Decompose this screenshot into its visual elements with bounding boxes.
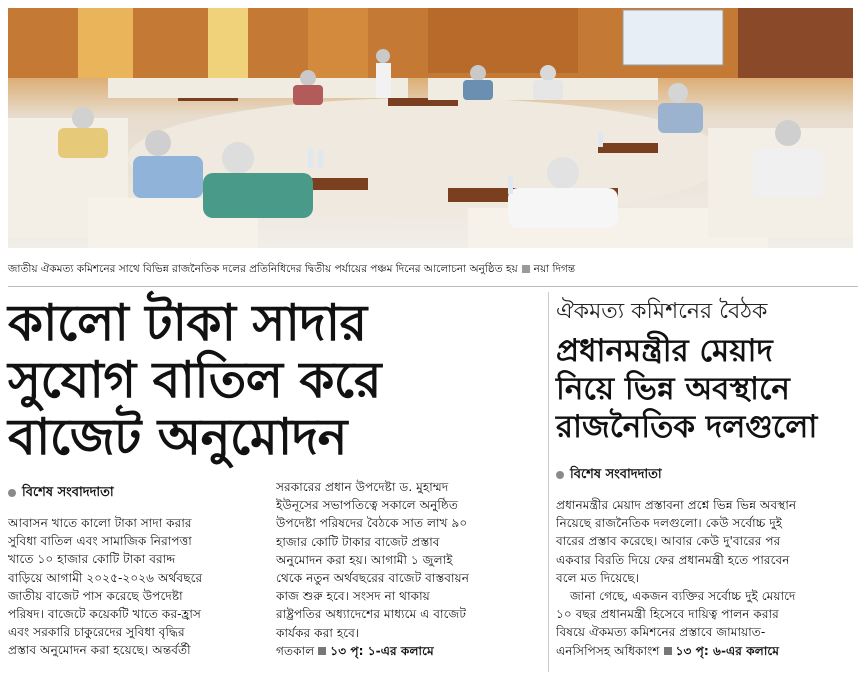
body-line: বাড়িয়ে আগামী ২০২৫-২০২৬ অর্থবছরে <box>8 570 203 585</box>
right-headline-line: রাজনৈতিক দলগুলো <box>556 409 818 445</box>
body-line: হাজার কোটি টাকার বাজেট প্রস্তাব <box>276 534 440 549</box>
photo-caption <box>8 262 858 276</box>
body-text: এনসিপিসহ অধিকাংশ <box>556 643 660 658</box>
body-text: গতকাল <box>276 643 315 658</box>
left-article-col1 <box>8 514 266 660</box>
right-headline <box>556 332 861 446</box>
continuation-note <box>660 644 779 658</box>
left-byline <box>8 484 114 502</box>
caption-square-icon <box>522 265 530 273</box>
body-line: কার্যকর করা হবে। <box>276 625 360 640</box>
body-line: অনুমোদন করা হয়। আগামী ১ জুলাই <box>276 552 453 567</box>
left-headline-line: বাজেট অনুমোদন <box>8 408 347 466</box>
right-kicker: ঐকমত্য কমিশনের বৈঠক <box>556 299 768 324</box>
right-byline <box>556 466 662 484</box>
body-line: খাতে ১০ হাজার কোটি টাকা বরাদ্দ <box>8 552 176 567</box>
continuation-square-icon <box>318 647 326 655</box>
body-line: একবার বিরতি দিয়ে ফের প্রধানমন্ত্রী হতে পারবেন <box>556 552 790 567</box>
byline-dot-icon <box>8 489 16 497</box>
continuation-text[interactable]: ১৩ পৃ: ৬-এর কলামে <box>675 643 780 658</box>
left-headline <box>8 295 548 466</box>
left-headline-line: কালো টাকা সাদার <box>8 294 367 352</box>
body-line: বলে মত দিয়েছে। <box>556 570 640 585</box>
right-headline-line: প্রধানমন্ত্রীর মেয়াদ <box>556 333 773 369</box>
body-line: জাতীয় বাজেট পাস করেছে উপদেষ্টা <box>8 588 183 603</box>
body-line: ১০ বছর প্রধানমন্ত্রী হিসেবে দায়িত্ব পালন করার <box>556 607 779 622</box>
left-byline-text: বিশেষ সংবাদদাতা <box>22 485 114 500</box>
body-line: নিয়েছে রাজনৈতিক দলগুলো। কেউ সর্বোচ্চ দুই <box>556 516 783 531</box>
continuation-note <box>314 644 433 658</box>
right-article-body <box>556 496 860 660</box>
right-headline-line: নিয়ে ভিন্ন অবস্থানে <box>556 371 790 407</box>
body-line: উপদেষ্টা পরিষদের বৈঠকে সাত লাখ ৯০ <box>276 516 468 531</box>
body-line: সুবিধা বাতিল এবং সামাজিক নিরাপত্তা <box>8 534 192 549</box>
meeting-photo <box>8 8 853 248</box>
body-line: প্রধানমন্ত্রীর মেয়াদ প্রস্তাবনা প্রশ্নে ভিন্ন ভিন্ন অবস্থান <box>556 498 797 512</box>
continuation-square-icon <box>664 647 672 655</box>
meeting-photo-illustration <box>8 8 853 248</box>
body-line: ইউনূসের সভাপতিত্বে সকালে অনুষ্ঠিত <box>276 498 459 513</box>
body-line: জানা গেছে, একজন ব্যক্তির সর্বোচ্চ দুই মেয়াদে <box>570 589 796 604</box>
body-line-last <box>556 642 860 660</box>
body-line: আবাসন খাতে কালো টাকা সাদা করার <box>8 516 192 530</box>
byline-dot-icon <box>556 471 564 479</box>
body-line: থেকে নতুন অর্থবছরের বাজেট বাস্তবায়ন <box>276 571 469 586</box>
body-line: রাষ্ট্রপতির অধ্যাদেশের মাধ্যমে এ বাজেট <box>276 607 467 622</box>
body-line-last <box>276 642 542 660</box>
left-headline-line: সুযোগ বাতিল করে <box>8 351 381 409</box>
body-line: পরিষদ। বাজেটে কয়েকটি খাতে কর-হ্রাস <box>8 607 201 622</box>
body-line: এবং সরকারি চাকুরেদের সুবিধা বৃদ্ধির <box>8 625 185 640</box>
continuation-text[interactable]: ১৩ পৃ: ১-এর কলামে <box>330 643 434 658</box>
body-line: সরকারের প্রধান উপদেষ্টা ড. মুহাম্মদ <box>276 480 449 494</box>
body-line: বারের প্রস্তাব করেছে। আবার কেউ দু'বারের পর <box>556 534 781 549</box>
caption-divider <box>8 286 858 287</box>
right-byline-text: বিশেষ সংবাদদাতা <box>570 467 662 482</box>
column-divider <box>548 292 549 672</box>
photo-credit: নয়া দিগন্ত <box>533 263 576 275</box>
body-line: বিষয়ে ঐকমত্য কমিশনের প্রস্তাবে জামায়াত- <box>556 625 766 640</box>
body-line: কাজ শুরু হবে। সংসদ না থাকায় <box>276 589 430 604</box>
left-article-col2 <box>276 478 542 660</box>
photo-caption-text: জাতীয় ঐকমত্য কমিশনের সাথে বিভিন্ন রাজনৈতিক দলের প্রতিনিধিদের দ্বিতীয় পর্যায়ের পঞ্চম দিনের আলোচনা অনুষ্ঠিত হয় <box>8 263 518 275</box>
body-line: প্রস্তাব অনুমোদন করা হয়েছে। অন্তর্বর্তী <box>8 643 191 658</box>
